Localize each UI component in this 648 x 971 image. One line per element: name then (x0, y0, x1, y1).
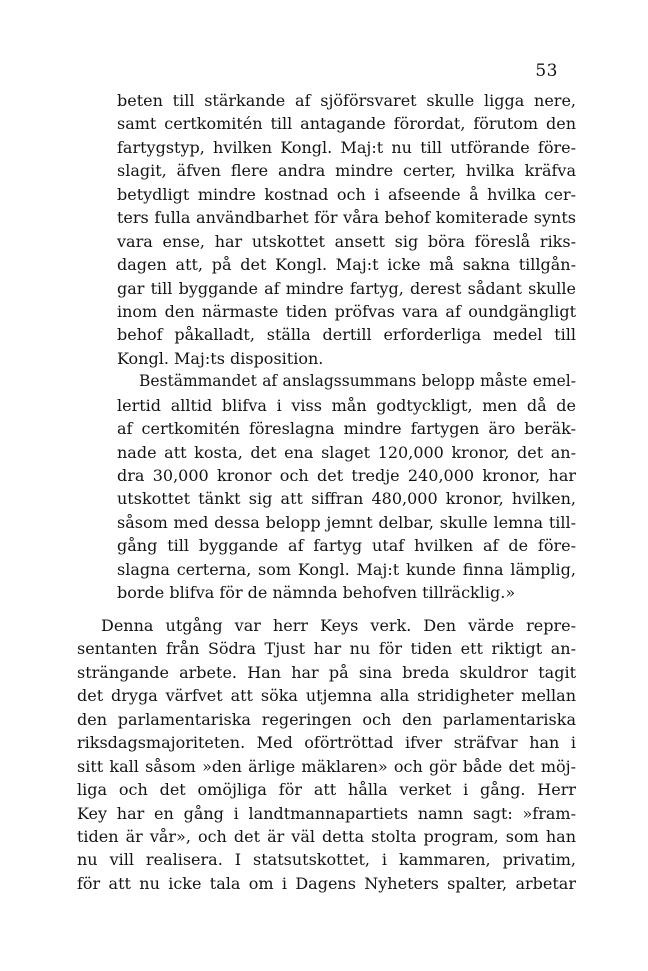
text-line: för att nu icke tala om i Dagens Nyheters spalter, arbetar (77, 873, 576, 893)
text-line: liga och det omöjliga för att hålla verket i gång. Herr (77, 780, 576, 800)
text-line: slagna certerna, som Kongl. Maj:t kunde finna lämplig, (117, 559, 576, 579)
text-line: dra 30,000 kronor och det tredje 240,000 kronor, har (117, 466, 576, 485)
text-line: dagen att, på det Kongl. Maj:t icke må sakna tillgån- (117, 255, 576, 275)
text-line: Key har en gång i landtmannapartiets namn sagt: »fram- (77, 803, 576, 823)
text-line: betydligt mindre kostnad och i afseende å hvilka cer- (117, 184, 576, 204)
text-line: det dryga värfvet att söka utjemna alla stridigheter mellan (77, 686, 576, 706)
text-line: nade att kosta, det ena slaget 120,000 kronor, det an- (117, 442, 576, 462)
text-line: tiden är vår», och det är väl detta stolta program, som han (77, 826, 576, 846)
text-line: riksdagsmajoriteten. Med oförtröttad ifver sträfvar han i (77, 733, 576, 753)
text-line: gång till byggande af fartyg utaf hvilken af de före- (117, 536, 576, 556)
text-line: inom den närmaste tiden pröfvas vara af oundgängligt (117, 301, 576, 321)
text-line: sitt kall såsom »den ärlige mäklaren» och gör både det möj- (77, 756, 576, 776)
text-line: Kongl. Maj:ts disposition. (117, 348, 324, 368)
text-line: lertid alltid blifva i viss mån godtyckligt, men då de (117, 395, 576, 415)
paragraph-start-line: Bestämmandet af anslagssummans belopp måste emel- (139, 372, 576, 391)
text-line: af certkomitén föreslagna mindre fartygen äro beräk- (117, 419, 576, 439)
text-line: behof påkalladt, ställa dertill erforderliga medel till (117, 325, 576, 345)
text-line: ters fulla användbarhet för våra behof komiterade synts (117, 208, 576, 228)
text-line: fartygstyp, hvilken Kongl. Maj:t nu till utförande före- (117, 137, 576, 157)
text-line: gar till byggande af mindre fartyg, derest sådant skulle (117, 278, 576, 298)
text-line: slagit, äfven flere andra mindre certer, hvilka kräfva (117, 161, 576, 181)
text-line: nu vill realisera. I statsutskottet, i kammaren, privatim, (77, 850, 576, 870)
text-line: vara ense, har utskottet ansett sig böra föreslå riks- (117, 231, 576, 251)
quoted-passage (117, 89, 576, 605)
text-line: utskottet tänkt sig att siffran 480,000 kronor, hvilken, (117, 489, 576, 509)
text-line: borde blifva för de nämnda behofven tillräcklig.» (117, 583, 516, 603)
body-paragraph (77, 614, 576, 895)
text-line: strängande arbete. Han har på sina breda skuldror tagit (77, 662, 576, 682)
page-number: 53 (535, 61, 558, 81)
text-line: beten till stärkande af sjöförsvaret skulle ligga nere, (117, 91, 576, 110)
text-line: såsom med dessa belopp jemnt delbar, skulle lemna till- (117, 512, 576, 532)
text-line: sentanten från Södra Tjust har nu för tiden ett riktigt an- (77, 639, 576, 659)
text-line: samt certkomitén till antagande förordat, förutom den (117, 114, 576, 134)
paragraph-start-line: Denna utgång var herr Keys verk. Den värde repre- (101, 616, 576, 635)
text-line: den parlamentariska regeringen och den parlamentariska (77, 709, 576, 729)
